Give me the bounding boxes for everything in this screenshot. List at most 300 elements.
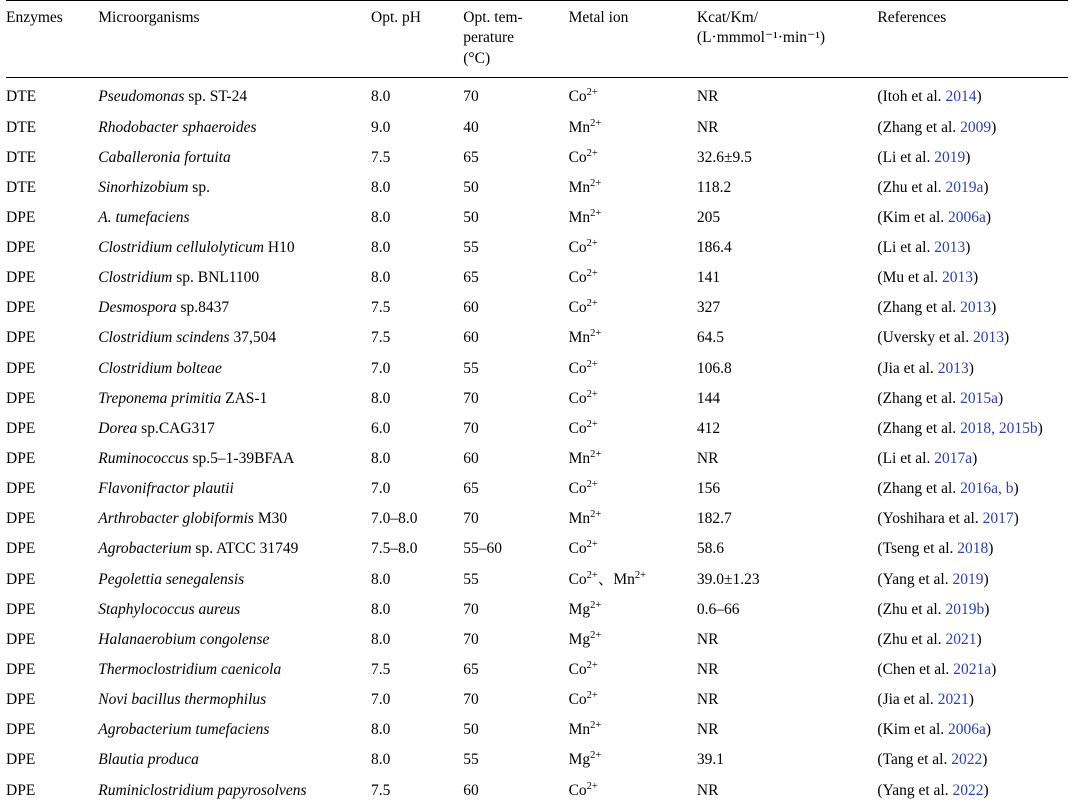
cell-opt-temperature: 65 [463, 480, 479, 498]
cell-opt-temperature: 55 [463, 359, 479, 377]
citation-year-link[interactable]: 2013 [937, 359, 969, 377]
strain-designation: ZAS-1 [221, 389, 268, 407]
cell-reference [877, 715, 1068, 745]
citation-close-paren: ) [972, 450, 978, 468]
cell-kcat-km: NR [696, 450, 719, 468]
citation-close-paren: ) [965, 239, 971, 257]
citation-author: (Uversky et al. [877, 329, 973, 347]
metal-ion-symbol: Co [568, 480, 587, 498]
cell-enzyme: DPE [6, 510, 36, 528]
table-row [6, 625, 1068, 655]
cell-kcat-km: 58.6 [696, 540, 725, 558]
cell-opt-ph: 7.5 [371, 329, 391, 347]
cell-microorganism [98, 625, 371, 655]
citation-close-paren: ) [1013, 480, 1019, 498]
cell-enzyme: DPE [6, 540, 36, 558]
cell-microorganism [98, 565, 371, 595]
table-row [6, 384, 1068, 414]
cell-kcat-km: 412 [696, 419, 721, 437]
cell-enzyme: DPE [6, 661, 36, 679]
citation-author: (Li et al. [877, 239, 935, 257]
enzyme-properties-table [6, 0, 1068, 805]
cell-reference [877, 414, 1068, 444]
cell-reference [877, 444, 1068, 474]
cell-microorganism [98, 173, 371, 203]
metal-ion-charge: 2+ [586, 479, 598, 491]
citation-author: (Chen et al. [877, 661, 954, 679]
cell-opt-temperature: 60 [463, 781, 479, 799]
cell-opt-temperature: 55–60 [463, 540, 503, 558]
cell-enzyme: DPE [6, 239, 36, 257]
cell-reference [877, 595, 1068, 625]
cell-reference [877, 504, 1068, 534]
strain-designation: sp. ST-24 [184, 88, 248, 106]
cell-opt-ph: 8.0 [371, 208, 391, 226]
cell-opt-ph: 8.0 [371, 630, 391, 648]
cell-kcat-km: 39.0±1.23 [696, 570, 760, 588]
citation-year-link[interactable]: 2015a [960, 389, 998, 407]
species-name: Desmospora [98, 299, 177, 317]
column-header-references: References [877, 1, 1068, 78]
citation-year-link[interactable]: 2019 [952, 570, 984, 588]
cell-reference [877, 143, 1068, 173]
species-name: Clostridium bolteae [98, 359, 222, 377]
cell-reference [877, 534, 1068, 564]
cell-kcat-km: 186.4 [696, 239, 732, 257]
cell-opt-temperature: 70 [463, 419, 479, 437]
cell-opt-temperature: 60 [463, 450, 479, 468]
cell-microorganism [98, 203, 371, 233]
cell-metal-ion [569, 323, 697, 353]
citation-year-link[interactable]: 2022 [951, 751, 983, 769]
metal-ion-symbol: Mn [568, 450, 591, 468]
metal-ion-symbol: Co [568, 299, 587, 317]
cell-microorganism [98, 655, 371, 685]
cell-reference [877, 625, 1068, 655]
metal-ion-symbol: Co [568, 570, 587, 588]
citation-year-link[interactable]: 2021 [937, 691, 969, 709]
cell-kcat-km: 141 [696, 269, 721, 287]
cell-opt-ph: 7.0 [371, 359, 391, 377]
citation-author: (Zhang et al. [877, 389, 961, 407]
cell-metal-ion [569, 173, 697, 203]
citation-close-paren: ) [983, 781, 989, 799]
metal-ion-symbol-secondary: Mn [613, 570, 635, 588]
metal-ion-charge: 2+ [586, 298, 598, 310]
table-row [6, 776, 1068, 805]
strain-designation: sp. [188, 178, 210, 196]
citation-year-link[interactable]: 2019a [945, 178, 984, 196]
cell-opt-temperature: 70 [463, 691, 479, 709]
metal-ion-charge: 2+ [590, 117, 602, 129]
citation-year-link[interactable]: 2009 [960, 118, 992, 136]
species-name: Caballeronia fortuita [98, 148, 231, 166]
citation-author: (Zhang et al. [877, 118, 961, 136]
table-row [6, 715, 1068, 745]
citation-year-link[interactable]: 2014 [945, 88, 977, 106]
citation-close-paren: ) [991, 661, 997, 679]
cell-kcat-km: 39.1 [696, 751, 725, 769]
table-row [6, 354, 1068, 384]
table-row [6, 414, 1068, 444]
species-name: Halanaerobium congolense [98, 630, 270, 648]
cell-opt-ph: 8.0 [371, 389, 391, 407]
cell-kcat-km: 182.7 [696, 510, 732, 528]
cell-kcat-km: NR [696, 88, 719, 106]
citation-year-link[interactable]: 2017a [934, 450, 973, 468]
cell-microorganism [98, 474, 371, 504]
cell-metal-ion [569, 715, 697, 745]
citation-author: (Zhu et al. [877, 178, 946, 196]
cell-metal-ion [569, 474, 697, 504]
cell-opt-temperature: 60 [463, 299, 479, 317]
cell-microorganism [98, 78, 371, 113]
column-header-opt-temperature-line2: perature [463, 29, 515, 47]
cell-opt-ph: 7.5 [371, 661, 391, 679]
metal-ion-symbol: Mn [568, 510, 591, 528]
metal-ion-symbol: Co [568, 269, 587, 287]
cell-reference [877, 203, 1068, 233]
cell-reference [877, 565, 1068, 595]
cell-microorganism [98, 233, 371, 263]
table-row [6, 745, 1068, 775]
cell-reference [877, 384, 1068, 414]
citation-year-link[interactable]: 2013 [972, 329, 1004, 347]
cell-enzyme: DPE [6, 751, 36, 769]
species-name: Flavonifractor plautii [98, 480, 234, 498]
cell-enzyme: DPE [6, 600, 36, 618]
column-header-opt-ph: Opt. pH [371, 1, 463, 78]
cell-microorganism [98, 323, 371, 353]
species-name: Ruminococcus [98, 450, 189, 468]
metal-ion-symbol: Co [568, 148, 587, 166]
cell-kcat-km: NR [696, 661, 719, 679]
table-row [6, 173, 1068, 203]
metal-ion-symbol: Co [568, 359, 587, 377]
cell-enzyme: DPE [6, 269, 36, 287]
column-header-kcat-km-line1: Kcat/Km/ [696, 9, 759, 26]
citation-author: (Tang et al. [877, 751, 952, 769]
species-name: Staphylococcus aureus [98, 600, 241, 618]
cell-metal-ion [569, 565, 697, 595]
cell-opt-temperature: 70 [463, 389, 479, 407]
metal-ion-symbol: Mg [568, 600, 591, 618]
cell-microorganism [98, 293, 371, 323]
cell-opt-ph: 8.0 [371, 239, 391, 257]
cell-microorganism [98, 354, 371, 384]
citation-close-paren: ) [984, 600, 990, 618]
citation-author: (Jia et al. [877, 359, 938, 377]
metal-ion-symbol: Mg [568, 630, 591, 648]
cell-opt-temperature: 50 [463, 208, 479, 226]
cell-microorganism [98, 444, 371, 474]
cell-reference [877, 113, 1068, 143]
citation-year-link[interactable]: 2016a, b [960, 480, 1014, 498]
metal-ion-symbol: Co [568, 239, 587, 257]
citation-year-link[interactable]: 2013 [942, 269, 973, 287]
cell-microorganism [98, 595, 371, 625]
cell-microorganism [98, 776, 371, 805]
cell-microorganism [98, 504, 371, 534]
strain-designation: sp.5–1-39BFAA [188, 450, 295, 468]
cell-opt-temperature: 60 [463, 329, 479, 347]
citation-close-paren: ) [1037, 419, 1043, 437]
citation-close-paren: ) [1013, 510, 1019, 528]
species-name: Treponema primitia [98, 389, 222, 407]
cell-opt-temperature: 55 [463, 570, 479, 588]
cell-metal-ion [569, 263, 697, 293]
species-name: Ruminiclostridium papyrosolvens [98, 781, 307, 799]
cell-metal-ion [569, 293, 697, 323]
cell-opt-ph: 8.0 [371, 178, 391, 196]
species-name: Agrobacterium [98, 540, 192, 558]
cell-metal-ion [569, 414, 697, 444]
cell-enzyme: DPE [6, 450, 36, 468]
cell-kcat-km: 106.8 [696, 359, 732, 377]
cell-metal-ion [569, 595, 697, 625]
cell-reference [877, 293, 1068, 323]
citation-year-link[interactable]: 2019b [945, 600, 985, 618]
cell-microorganism [98, 143, 371, 173]
cell-opt-temperature: 65 [463, 269, 479, 287]
column-header-opt-temperature-line1: Opt. tem- [463, 9, 523, 26]
cell-metal-ion [569, 354, 697, 384]
cell-opt-temperature: 70 [463, 600, 479, 618]
strain-designation: H10 [264, 239, 295, 257]
cell-enzyme: DTE [6, 118, 37, 136]
strain-designation: sp.8437 [176, 299, 230, 317]
citation-year-link[interactable]: 2018 [957, 540, 989, 558]
cell-metal-ion [569, 745, 697, 775]
strain-designation: sp. BNL1100 [172, 269, 260, 287]
table-row [6, 595, 1068, 625]
cell-reference [877, 474, 1068, 504]
cell-microorganism [98, 113, 371, 143]
cell-kcat-km: NR [696, 691, 719, 709]
cell-kcat-km: 156 [696, 480, 721, 498]
cell-enzyme: DPE [6, 208, 36, 226]
metal-ion-charge: 2+ [586, 780, 598, 792]
cell-opt-ph: 8.0 [371, 570, 391, 588]
metal-ion-charge: 2+ [586, 268, 598, 280]
table-row [6, 534, 1068, 564]
citation-year-link[interactable]: 2017 [982, 510, 1014, 528]
citation-close-paren: ) [965, 148, 971, 166]
species-name: Pegolettia senegalensis [98, 570, 245, 588]
cell-microorganism [98, 745, 371, 775]
citation-year-link[interactable]: 2022 [952, 781, 984, 799]
metal-ion-symbol: Mn [568, 329, 591, 347]
citation-author: (Zhang et al. [877, 480, 961, 498]
cell-opt-temperature: 65 [463, 661, 479, 679]
metal-ion-symbol: Co [568, 691, 587, 709]
metal-ion-charge: 2+ [590, 629, 602, 641]
cell-kcat-km: 205 [696, 208, 721, 226]
cell-reference [877, 323, 1068, 353]
citation-author: (Yoshihara et al. [877, 510, 983, 528]
column-header-metal-ion: Metal ion [569, 1, 697, 78]
metal-ion-symbol: Co [568, 781, 587, 799]
cell-enzyme: DPE [6, 721, 36, 739]
citation-author: (Yang et al. [877, 570, 953, 588]
table-row [6, 655, 1068, 685]
cell-opt-ph: 7.0 [371, 691, 391, 709]
table-row [6, 203, 1068, 233]
cell-opt-temperature: 55 [463, 751, 479, 769]
metal-ion-charge: 2+ [590, 509, 602, 521]
citation-close-paren: ) [976, 630, 982, 648]
citation-year-link[interactable]: 2013 [934, 239, 966, 257]
cell-metal-ion [569, 685, 697, 715]
table-row [6, 323, 1068, 353]
cell-metal-ion [569, 233, 697, 263]
cell-reference [877, 745, 1068, 775]
table-row [6, 78, 1068, 113]
metal-ion-symbol: Co [568, 389, 587, 407]
metal-ion-charge: 2+ [590, 207, 602, 219]
citation-close-paren: ) [991, 299, 997, 317]
citation-close-paren: ) [982, 751, 988, 769]
cell-enzyme: DPE [6, 480, 36, 498]
metal-ion-charge: 2+ [586, 147, 598, 159]
citation-year-link[interactable]: 2013 [960, 299, 992, 317]
species-name: Clostridium [98, 269, 173, 287]
citation-year-link[interactable]: 2018, 2015b [960, 419, 1038, 437]
cell-kcat-km: 32.6±9.5 [696, 148, 752, 166]
citation-author: (Li et al. [877, 148, 935, 166]
cell-opt-ph: 7.5 [371, 781, 391, 799]
cell-opt-temperature: 70 [463, 88, 479, 106]
metal-ion-charge: 2+ [586, 418, 598, 430]
citation-year-link[interactable]: 2021a [953, 661, 992, 679]
metal-ion-charge-secondary: 2+ [634, 569, 647, 581]
cell-kcat-km: 64.5 [696, 329, 725, 347]
species-name: Thermoclostridium caenicola [98, 661, 282, 679]
cell-opt-temperature: 70 [463, 630, 479, 648]
cell-kcat-km: 144 [696, 389, 721, 407]
metal-ion-charge: 2+ [586, 690, 598, 702]
cell-opt-ph: 8.0 [371, 450, 391, 468]
cell-metal-ion [569, 504, 697, 534]
cell-metal-ion [569, 444, 697, 474]
citation-author: (Yang et al. [877, 781, 953, 799]
citation-close-paren: ) [976, 88, 982, 106]
citation-author: (Li et al. [877, 450, 935, 468]
metal-ion-charge: 2+ [586, 87, 598, 99]
metal-ion-symbol: Co [568, 419, 587, 437]
cell-reference [877, 78, 1068, 113]
cell-kcat-km: NR [696, 781, 719, 799]
metal-ion-charge: 2+ [586, 237, 598, 249]
cell-opt-ph: 8.0 [371, 600, 391, 618]
citation-author: (Zhu et al. [877, 600, 946, 618]
cell-opt-ph: 7.5 [371, 299, 391, 317]
citation-close-paren: ) [997, 389, 1004, 407]
citation-author: (Zhang et al. [877, 419, 961, 437]
table-row [6, 444, 1068, 474]
table-header-row [6, 1, 1068, 78]
citation-close-paren: ) [988, 540, 994, 558]
cell-metal-ion [569, 113, 697, 143]
cell-reference [877, 354, 1068, 384]
metal-ion-charge: 2+ [586, 569, 598, 581]
cell-opt-ph: 7.5–8.0 [371, 540, 418, 558]
metal-ion-symbol: Mg [568, 751, 591, 769]
cell-opt-ph: 7.5 [371, 148, 391, 166]
cell-enzyme: DTE [6, 88, 37, 106]
citation-year-link[interactable]: 2006a [948, 721, 986, 739]
cell-kcat-km: NR [696, 721, 719, 739]
citation-author: (Itoh et al. [877, 88, 946, 106]
species-name: Arthrobacter globiformis [98, 510, 254, 528]
column-header-microorganisms: Microorganisms [98, 1, 371, 78]
metal-ion-symbol: Mn [568, 118, 591, 136]
table-body [6, 78, 1068, 805]
citation-author: (Tseng et al. [877, 540, 958, 558]
citation-close-paren: ) [983, 570, 989, 588]
cell-enzyme: DPE [6, 781, 36, 799]
cell-microorganism [98, 534, 371, 564]
citation-year-link[interactable]: 2019 [934, 148, 966, 166]
cell-kcat-km: 118.2 [696, 178, 732, 196]
cell-reference [877, 263, 1068, 293]
cell-metal-ion [569, 203, 697, 233]
table-row [6, 474, 1068, 504]
cell-opt-temperature: 55 [463, 239, 479, 257]
citation-author: (Jia et al. [877, 691, 938, 709]
cell-opt-temperature: 70 [463, 510, 479, 528]
table-row [6, 565, 1068, 595]
cell-reference [877, 776, 1068, 805]
metal-ion-charge: 2+ [590, 328, 602, 340]
table-head [6, 1, 1068, 78]
citation-author: (Zhu et al. [877, 630, 946, 648]
citation-close-paren: ) [973, 269, 979, 287]
cell-metal-ion [569, 78, 697, 113]
citation-close-paren: ) [983, 178, 989, 196]
cell-enzyme: DTE [6, 178, 37, 196]
cell-opt-ph: 8.0 [371, 269, 391, 287]
cell-microorganism [98, 685, 371, 715]
metal-ion-charge: 2+ [590, 720, 602, 732]
cell-opt-ph: 6.0 [371, 419, 391, 437]
metal-ion-charge: 2+ [586, 659, 598, 671]
cell-kcat-km: NR [696, 118, 719, 136]
species-name: Novi bacillus thermophilus [98, 691, 267, 709]
citation-year-link[interactable]: 2006a [948, 208, 986, 226]
column-header-kcat-km [697, 1, 878, 78]
cell-kcat-km: NR [696, 630, 719, 648]
metal-ion-symbol: Mn [568, 208, 591, 226]
citation-close-paren: ) [1003, 329, 1010, 347]
citation-close-paren: ) [968, 691, 974, 709]
citation-year-link[interactable]: 2021 [945, 630, 977, 648]
column-header-opt-temperature [463, 1, 568, 78]
cell-kcat-km: 0.6–66 [696, 600, 740, 618]
table-row [6, 143, 1068, 173]
cell-metal-ion [569, 776, 697, 805]
species-name: Dorea [98, 419, 138, 437]
table-row [6, 113, 1068, 143]
cell-opt-ph: 7.0 [371, 480, 391, 498]
cell-microorganism [98, 715, 371, 745]
metal-ion-symbol: Mn [568, 178, 591, 196]
cell-reference [877, 655, 1068, 685]
species-name: Pseudomonas [98, 88, 185, 106]
species-name: Agrobacterium tumefaciens [98, 721, 270, 739]
cell-enzyme: DPE [6, 389, 36, 407]
citation-close-paren: ) [985, 208, 992, 226]
